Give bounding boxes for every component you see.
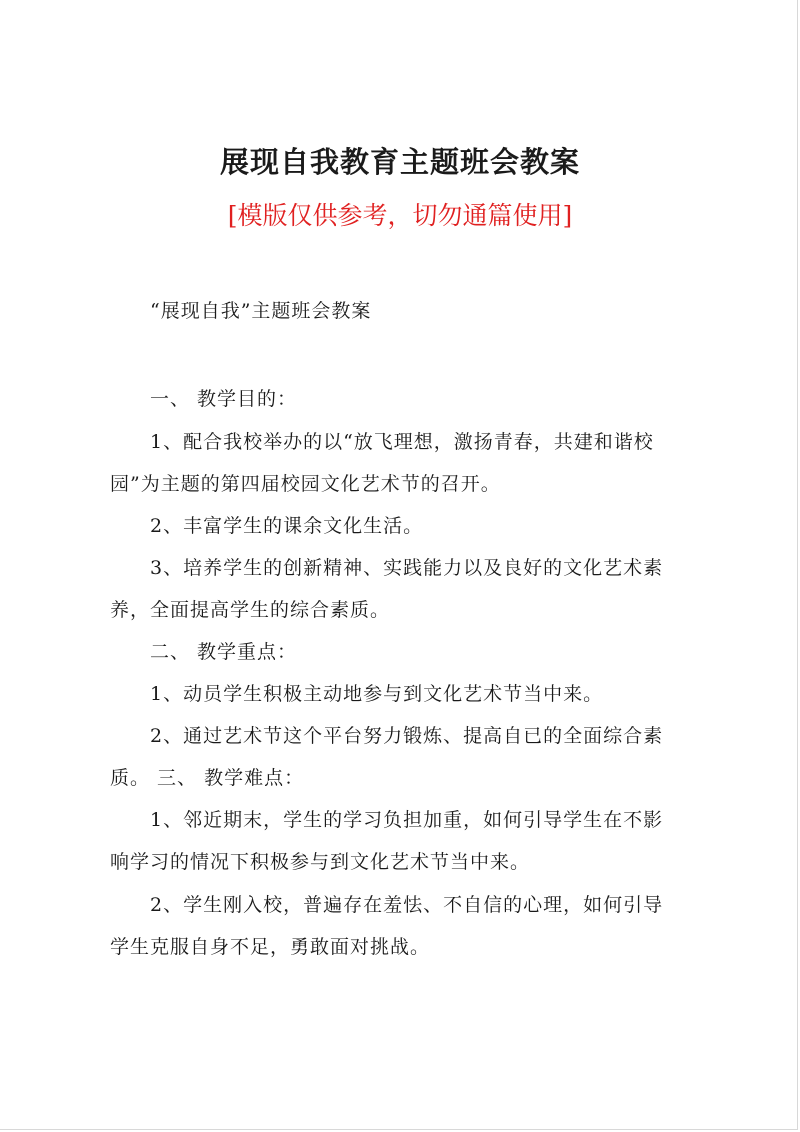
paragraph-line: 学生克服自身不足，勇敢面对挑战。 [110,936,431,958]
paragraph-line: 养，全面提高学生的综合素质。 [110,599,391,621]
paragraph-line: 1、配合我校举办的以“放飞理想，激扬青春，共建和谐校 [150,431,654,453]
paragraph-line: 3、培养学生的创新精神、实践能力以及良好的文化艺术素 [150,557,664,579]
paragraph-line: 质。 三、 教学难点： [110,767,305,789]
section-heading: “展现自我”主题班会教案 [150,300,372,322]
paragraph-line: 园”为主题的第四届校园文化艺术节的召开。 [110,473,501,495]
paragraph-line: 2、学生刚入校，普遍存在羞怯、不自信的心理，如何引导 [150,894,664,916]
paragraph-line: 1、动员学生积极主动地参与到文化艺术节当中来。 [150,683,604,705]
paragraph-line: 2、丰富学生的课余文化生活。 [150,515,424,537]
paragraph-line: 2、通过艺术节这个平台努力锻炼、提高自已的全面综合素 [150,725,664,747]
template-notice: [模版仅供参考，切勿通篇使用] [227,201,573,230]
document-title: 展现自我教育主题班会教案 [219,145,580,179]
paragraph-line: 一、 教学目的： [150,388,298,410]
paragraph-line: 响学习的情况下积极参与到文化艺术节当中来。 [110,851,531,873]
paragraph-line: 二、 教学重点： [150,641,298,663]
paragraph-line: 1、邻近期末，学生的学习负担加重，如何引导学生在不影 [150,809,664,831]
